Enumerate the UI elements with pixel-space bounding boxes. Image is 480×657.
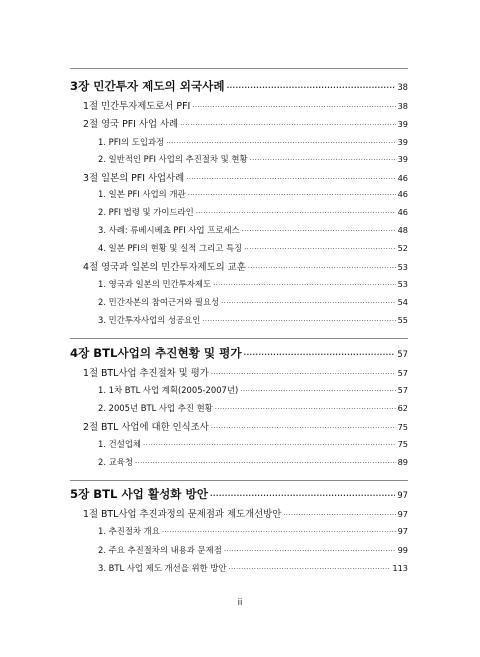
toc-section: 1절 BTL사업 추진과정의 문제점과 제도개선방안 ····· 97: [83, 506, 408, 520]
toc-item: 1. 건설업체 ····· 75: [98, 438, 408, 450]
toc-item: 4. 일본 PFI의 현황 및 실적 그리고 특징 ····· 52: [98, 242, 408, 254]
toc-chapter: 3장 민간투자 제도의 외국사례 ····· 38: [70, 78, 408, 94]
toc-section: 1절 BTL사업 추진절차 및 평가 ····· 57: [83, 365, 408, 379]
toc-item: 1. 일본 PFI 사업의 개관 ····· 46: [98, 188, 408, 200]
toc-item: 1. 영국과 일본의 민간투자제도 ····· 53: [98, 278, 408, 290]
toc-item: 3. BTL 사업 제도 개선을 위한 방안 ····· 113: [98, 562, 408, 574]
toc-section: 4절 영국과 일본의 민간투자제도의 교훈 ····· 53: [83, 259, 408, 273]
toc-section: 1절 민간투자제도로서 PFI ····· 38: [83, 98, 408, 112]
chapter-divider: [70, 338, 408, 339]
toc-item: 2. 일반적인 PFI 사업의 추진절차 및 현황 ····· 39: [98, 153, 408, 165]
toc-item: 1. PFI의 도입과정 ····· 39: [98, 136, 408, 148]
toc-item: 2. 2005년 BTL 사업 추진 현황 ····· 62: [98, 402, 408, 414]
toc-item: 3. 사례: 류베시베쵸 PFI 사업 프로세스 ····· 48: [98, 224, 408, 236]
toc-item: 3. 민간투자사업의 성공요인 ····· 55: [98, 314, 408, 326]
toc-section: 3절 일본의 PFI 사업사례 ····· 46: [83, 170, 408, 184]
toc-item: 2. 교육청 ····· 89: [98, 456, 408, 468]
chapter-divider: [70, 68, 408, 69]
chapter-divider: [70, 480, 408, 481]
toc-item: 2. 민간자본의 참여근거와 필요성 ····· 54: [98, 296, 408, 308]
toc-section: 2절 영국 PFI 사업 사례 ····· 39: [83, 116, 408, 130]
toc-chapter: 4장 BTL사업의 추진현황 및 평가 ····· 57: [70, 345, 408, 361]
toc-section: 2절 BTL 사업에 대한 인식조사 ····· 75: [83, 419, 408, 433]
toc-item: 1. 1차 BTL 사업 계획(2005-2007년) ····· 57: [98, 384, 408, 396]
toc-item: 1. 추진절차 개요 ····· 97: [98, 525, 408, 537]
toc-item: 2. 주요 추진절차의 내용과 문제점 ····· 99: [98, 544, 408, 556]
page-number: ii: [237, 598, 243, 608]
toc-chapter: 5장 BTL 사업 활성화 방안 ····· 97: [70, 486, 408, 502]
toc-item: 2. PFI 법령 및 가이드라인 ····· 46: [98, 206, 408, 218]
